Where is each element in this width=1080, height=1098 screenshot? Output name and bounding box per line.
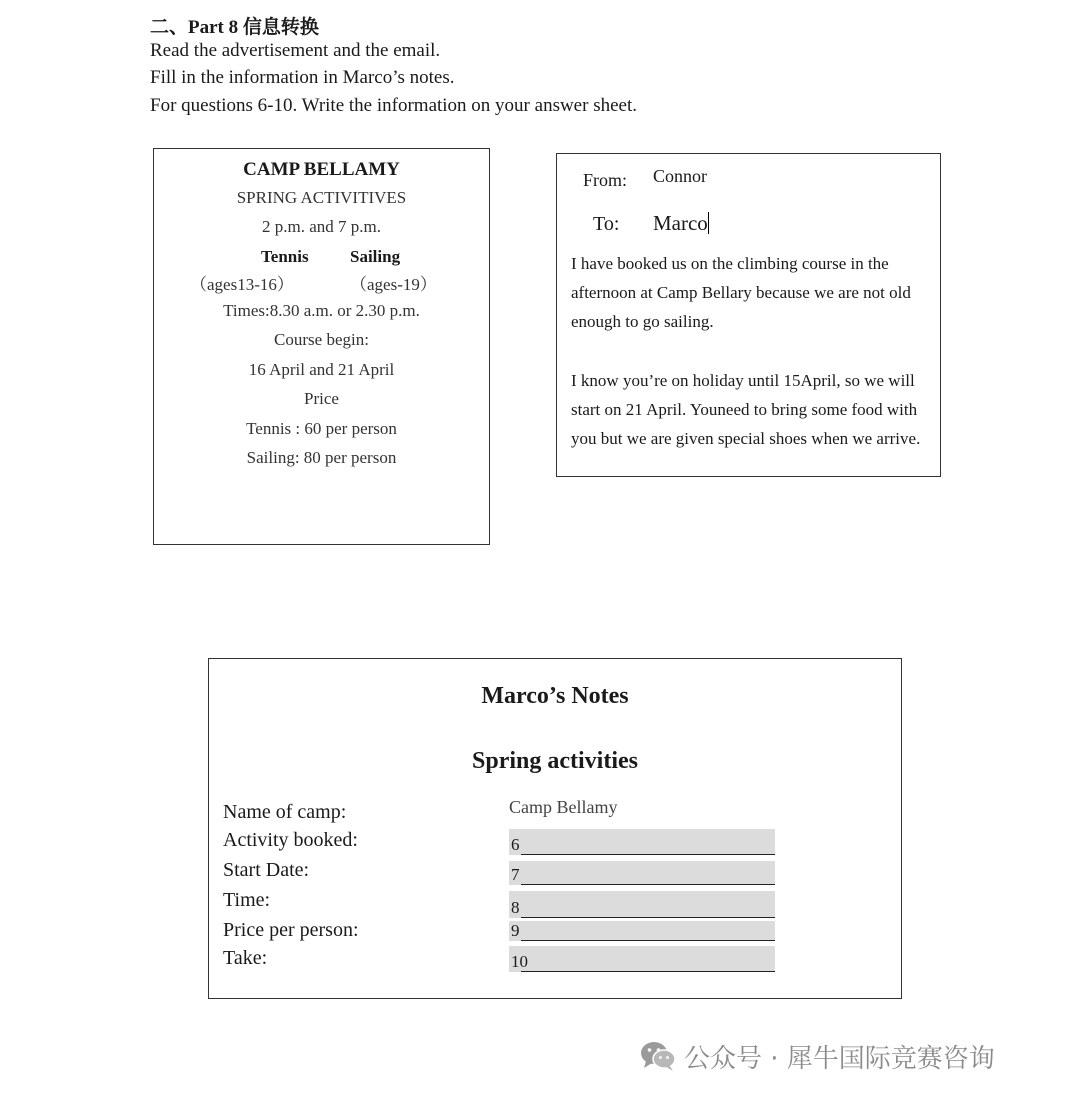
email-from-value: Connor bbox=[653, 166, 707, 186]
ad-hours: 2 p.m. and 7 p.m. bbox=[262, 217, 381, 236]
instruction-line-2: Fill in the information in Marco’s notes. bbox=[150, 67, 455, 88]
answer-underline-10 bbox=[521, 971, 775, 973]
ad-sailing-ages: （ages-19） bbox=[350, 275, 437, 294]
watermark bbox=[640, 1036, 995, 1076]
ad-title: CAMP BELLAMY bbox=[243, 159, 400, 180]
answer-underline-9 bbox=[521, 940, 775, 942]
answer-number-7: 7 bbox=[511, 865, 520, 884]
ad-times: Times:8.30 a.m. or 2.30 p.m. bbox=[223, 301, 420, 320]
ad-course-begin: Course begin: bbox=[274, 330, 369, 349]
answer-number-6: 6 bbox=[511, 835, 520, 854]
email-to-value: Marco bbox=[653, 211, 708, 235]
answer-number-10: 10 bbox=[511, 952, 528, 971]
ad-sailing-label: Sailing bbox=[350, 247, 401, 266]
email-to-label: To: bbox=[593, 213, 620, 235]
answer-field-9[interactable] bbox=[509, 921, 775, 941]
answer-field-10[interactable] bbox=[509, 946, 775, 972]
answer-underline-8 bbox=[521, 917, 775, 919]
answer-field-6[interactable] bbox=[509, 829, 775, 855]
watermark-text: 公众号 · 犀牛国际竞赛咨询 bbox=[684, 1043, 995, 1074]
instruction-line-1: Read the advertisement and the email. bbox=[150, 40, 441, 61]
notes-label-take: Take: bbox=[223, 947, 268, 969]
email-from-label: From: bbox=[583, 170, 628, 190]
notes-label-price: Price per person: bbox=[223, 919, 359, 941]
ad-price-label: Price bbox=[304, 389, 339, 408]
email-to-value-wrap bbox=[653, 211, 709, 236]
notes-label-time: Time: bbox=[223, 889, 271, 911]
answer-number-9: 9 bbox=[511, 921, 520, 940]
text-cursor bbox=[708, 212, 709, 234]
notes-subtitle: Spring activities bbox=[472, 748, 638, 774]
answer-field-8[interactable] bbox=[509, 891, 775, 918]
notes-label-activity: Activity booked: bbox=[223, 829, 358, 851]
answer-field-7[interactable] bbox=[509, 861, 775, 885]
wechat-icon bbox=[640, 1040, 676, 1072]
notes-box bbox=[208, 658, 902, 999]
advertisement-box bbox=[153, 148, 490, 545]
notes-value-camp: Camp Bellamy bbox=[509, 797, 618, 817]
email-paragraph-2: I know you’re on holiday until 15April, so we will start on 21 April. Youneed to bring some food with you but we are given special shoes when we arrive. bbox=[571, 371, 921, 448]
ad-dates: 16 April and 21 April bbox=[248, 360, 395, 379]
answer-underline-7 bbox=[521, 884, 775, 886]
notes-title: Marco’s Notes bbox=[481, 683, 629, 709]
ad-tennis-ages: （ages13-16） bbox=[190, 275, 294, 294]
email-box bbox=[556, 153, 941, 477]
notes-label-camp: Name of camp: bbox=[223, 801, 347, 823]
section-heading: 二、Part 8 信息转换 bbox=[150, 17, 319, 38]
notes-label-start-date: Start Date: bbox=[223, 859, 310, 881]
instruction-line-3: For questions 6-10. Write the information on your answer sheet. bbox=[150, 95, 637, 116]
answer-underline-6 bbox=[521, 854, 775, 856]
answer-number-8: 8 bbox=[511, 898, 520, 917]
ad-tennis-label: Tennis bbox=[261, 247, 309, 266]
ad-tennis-price: Tennis : 60 per person bbox=[246, 419, 397, 438]
ad-subtitle: SPRING ACTIVITIVES bbox=[236, 188, 407, 207]
email-paragraph-1: I have booked us on the climbing course in the afternoon at Camp Bellary because we are not old enough to go sailing. bbox=[571, 254, 911, 331]
ad-sailing-price: Sailing: 80 per person bbox=[246, 448, 397, 467]
